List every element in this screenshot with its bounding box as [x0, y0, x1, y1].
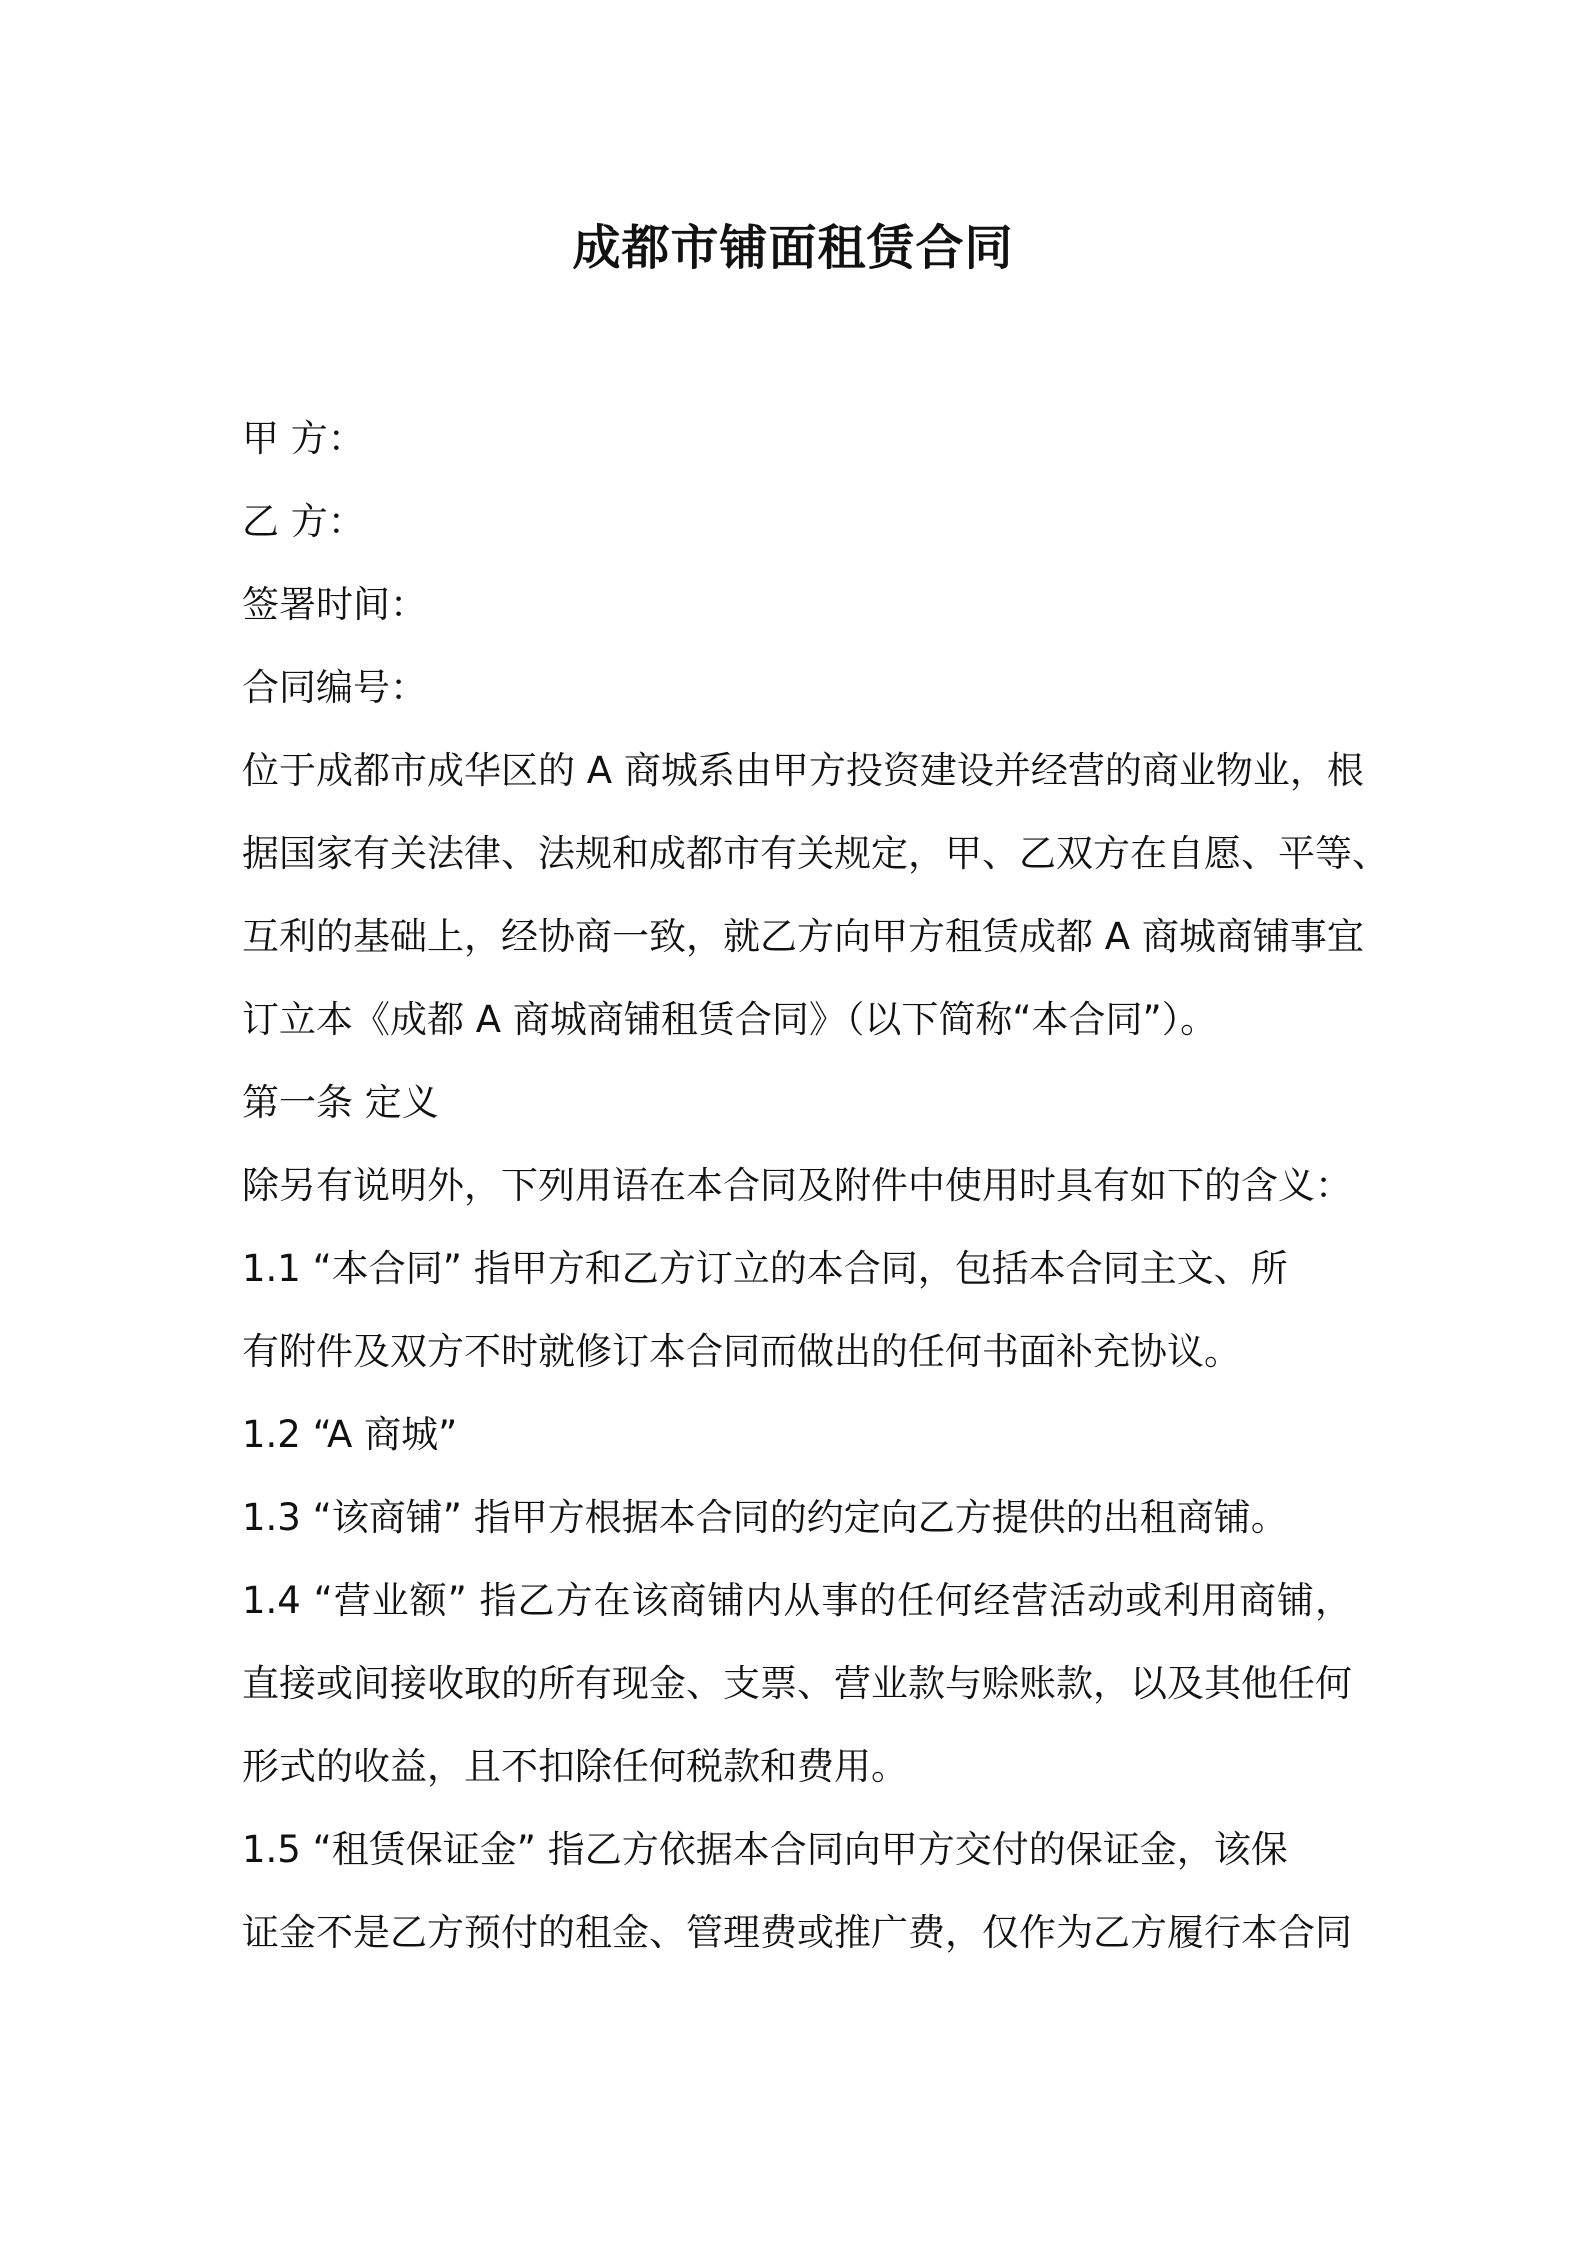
document-title: 成都市铺面租赁合同 [572, 220, 1014, 276]
document-body [242, 397, 1389, 1974]
clause-1-1-line-1: 1.1 “本合同” 指甲方和乙方订立的本合同，包括本合同主文、所 [242, 1247, 1288, 1290]
clause-1-5-line-1: 1.5 “租赁保证金” 指乙方依据本合同向甲方交付的保证金，该保 [242, 1828, 1288, 1871]
clause-1-3: 1.3 “该商铺” 指甲方根据本合同的约定向乙方提供的出租商铺。 [242, 1496, 1288, 1539]
clause-1-4-line-3: 形式的收益，且不扣除任何税款和费用。 [242, 1745, 908, 1788]
contract-number-line: 合同编号： [242, 666, 427, 709]
clause-1-2: 1.2 “A 商城” [242, 1413, 458, 1456]
clause-1-1-line-2: 有附件及双方不时就修订本合同而做出的任何书面补充协议。 [242, 1330, 1241, 1373]
clause-1-4-line-2: 直接或间接收取的所有现金、支票、营业款与赊账款，以及其他任何 [242, 1662, 1352, 1705]
party-b-line: 乙 方： [242, 500, 365, 543]
preamble-line-4: 订立本《成都 A 商城商铺租赁合同》（以下简称“本合同”）。 [242, 998, 1218, 1041]
article-1-heading: 第一条 定义 [242, 1081, 439, 1124]
clause-1-5-line-2: 证金不是乙方预付的租金、管理费或推广费，仅作为乙方履行本合同 [242, 1911, 1352, 1954]
party-a-line: 甲 方： [242, 417, 365, 460]
preamble-line-3: 互利的基础上，经协商一致，就乙方向甲方租赁成都 A 商城商铺事宜 [242, 915, 1364, 958]
preamble-line-1: 位于成都市成华区的 A 商城系由甲方投资建设并经营的商业物业，根 [242, 749, 1364, 792]
clause-1-4-line-1: 1.4 “营业额” 指乙方在该商铺内从事的任何经营活动或利用商铺， [242, 1579, 1352, 1622]
definitions-intro: 除另有说明外，下列用语在本合同及附件中使用时具有如下的含义： [242, 1164, 1352, 1207]
preamble-line-2: 据国家有关法律、法规和成都市有关规定，甲、乙双方在自愿、平等、 [242, 832, 1389, 875]
signing-date-line: 签署时间： [242, 583, 427, 626]
